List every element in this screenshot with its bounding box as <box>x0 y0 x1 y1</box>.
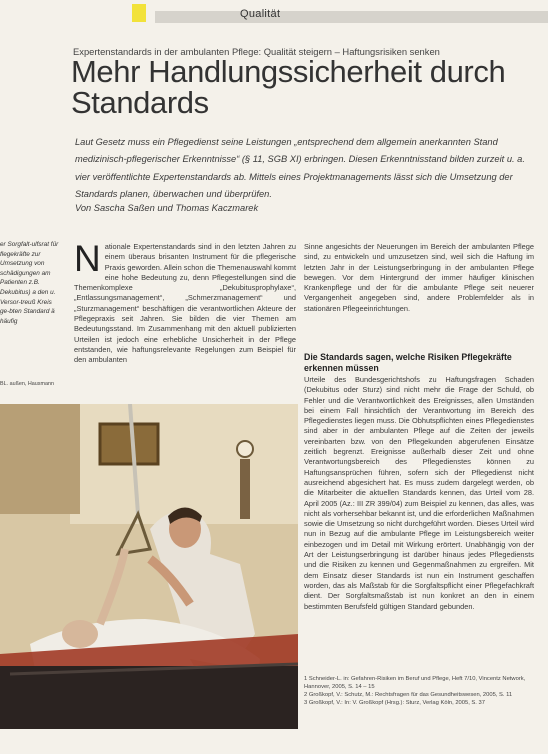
photo-wall-shelf <box>240 459 250 519</box>
article-title: Mehr Handlungssicherheit durch Standards <box>71 54 506 120</box>
photo-patient-head <box>62 620 98 648</box>
margin-note: er Sorgfalt-ulfsrat für flegekräfte zur Umsetzung von schädigungen am Patienten z.B. Dekubitus) a den u. Versor-treuß Kreis ge-bten Standard ä häufig <box>0 241 59 325</box>
body-column-2: Sinne angesichts der Neuerungen im Bereich der ambulanten Pflege sind, zu entwickeln und umzusetzen sind, weil sich die Haftung im letzten Jahr in der Leistungserbringung in der ambulanten Pflege bewegen. Vor dem Hintergrund der immer häufiger klinischen Krankenpflege und der für die ambulante Pflege seit neuerer Vergangenheit angegeben sind, andere Problemfelder als in stationären Pflegeeinrichtungen. <box>304 242 534 313</box>
margin-credit: BL. außen, Hausmann <box>0 381 54 387</box>
footnote: 1 Schneider-L. in: Gefahren-Risiken im Beruf und Pflege, Heft 7/10, Vincentz Network, Hannover, 2005, S. 14 – 15 <box>304 676 526 690</box>
section-marker <box>132 4 146 22</box>
photo-bed-frame <box>0 666 298 729</box>
page-header <box>0 0 548 30</box>
footnote: 3 Großkopf, V.: In: V. Großkopf (Hrsg.): Sturz, Verlag Köln, 2005, S. 37 <box>304 700 485 707</box>
body-column-1 <box>74 238 296 366</box>
article-photo <box>0 404 298 729</box>
section-subhead: Die Standards sagen, welche Risiken Pflegekräfte erkennen müssen <box>304 352 512 373</box>
section-title: Qualität <box>240 8 281 20</box>
drop-cap: N <box>74 238 101 279</box>
article-kicker: Expertenstandards in der ambulanten Pflege: Qualität steigern – Haftungsrisiken senken <box>73 46 440 57</box>
header-rule <box>155 11 548 23</box>
article-byline: Von Sascha Saßen und Thomas Kaczmarek <box>75 203 259 213</box>
article-lead: Laut Gesetz muss ein Pflegedienst seine Leistungen „entsprechend dem allgemein anerkannten Stand medizinisch-pflegerischer Erkenntnisse“ (§ 11, SGB XI) erbringen. Diesen Erkenntnisstand bilden zurzeit u. a. vier veröffentlichte Expertenstandards ab. Mittels eines Projektmanagements lässt sich die Umsetzung der Standards planen, überwachen und überprüfen. <box>75 137 525 200</box>
photo-wall-clock <box>237 441 253 457</box>
body-column-1-text: ationale Expertenstandards sind in den letzten Jahren zu einem überaus brisanten Instrument für die pflegerische Praxis geworden. Allein schon die Themenauswahl kommt eine hohe Bedeutung zu, denn Pflegestellungen sind die Themenkomplexe „Dekubitusprophylaxe“, „Entlassungsmanagement“, „Schmerzmanagement“ und „Sturzmanagement“ beschäftigen die verantwortlichen Akteure der Pflegepraxis seit Jahren. Sie bilden die vier Themen am Bedeutungsstand. Im Zusammenhang mit den aktuell publizierten Urteilen ist jedoch eine erhebliche Unsicherheit in der Pflege entstanden, wie haftungsrelevante Regelungen zum Beispiel für den ambulanten <box>74 242 296 365</box>
body-column-3: Urteile des Bundesgerichtshofs zu Haftungsfragen Schaden (Dekubitus oder Sturz) sind nicht mehr die Frage der Schuld, ob Fehler und die Verantwortlichkeit des Ereignisses, allen Umständen bei einem Fall hinsichtlich der Verantwortung im Bereich des Pflegedienstes liegen muss. Die Obhutspflichten eines Pflegedienstes sind aber in der ambulanten Pflege auf die Zeiten der jeweils vereinbarten bzw. von den Pflegekunden abgerufenen Einsätze zeitlich begrenzt. Ereignisse außerhalb dieser Zeit und ohne Verantwortungsbereich des Pflegedienstes können zu Haftungsansprüchen führen, sofern sich der Pflegedienst nicht ausreichend abgesichert hat. Es muss zudem dargelegt werden, ob die Mitarbeiter die aktuellen Standards kennen, das Urteil vom 28. April 2005 (Az.: III ZR 399/04) zum Beispiel zu kennen, das alles, was nicht als vorhersehbar bekannt ist, und die erforderlichen Maßnahmen sowie die Umsetzung so nicht durchgeführt worden. Dieses Urteil wird nun in Bezug auf die ambulante Pflege im Leistungsbereich weiter einbezogen und im Detail mit Wirkung erörtert. Unabhängig von der Art der Leistungserbringung ist darüber hinaus jedes Pflegediensts und die Risiken zu kennen und Gegenmaßnahmen zu ergreifen. Mit dem Einsatz dieser Standards ist nun ein Instrument geschaffen worden, das als Maßstab für die Sorgfaltspflicht einer Pflegefachkraft dient. Der Sorgfaltsmaßstab ist nun konkret an den in einem bestimmten Berufsfeld gültigen Standard gebunden. <box>304 375 534 611</box>
footnotes <box>304 676 540 709</box>
footnote: 2 Großkopf, V.: Schutz, M.: Rechtsfragen für das Gesundheitswesen, 2005, S. 11 <box>304 692 513 699</box>
photo-picture-frame <box>100 424 158 464</box>
photo-wall-shadow <box>0 404 80 514</box>
